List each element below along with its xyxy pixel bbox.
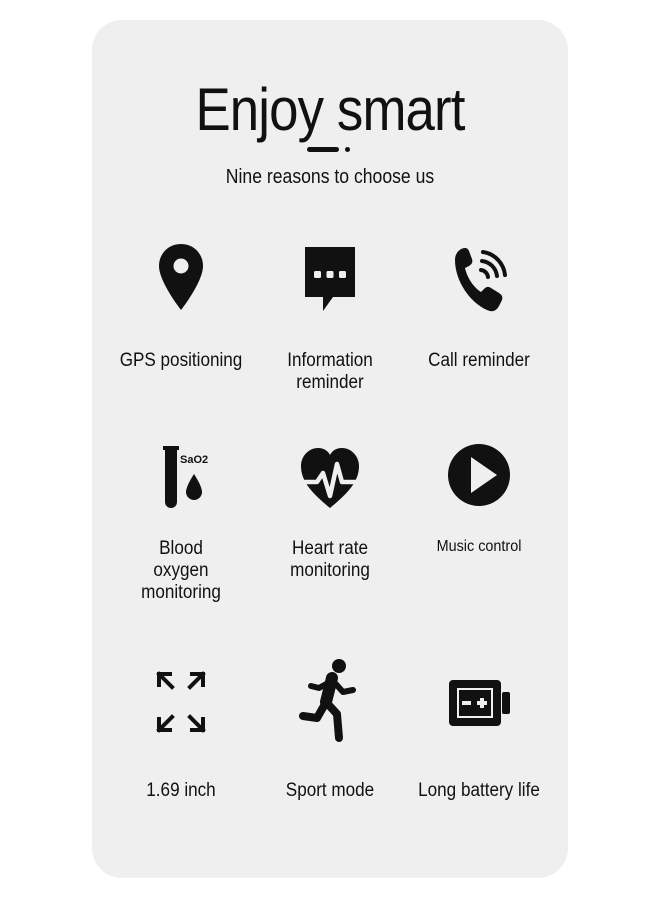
page-title: Enjoy smart (195, 76, 465, 143)
feature-label: Call reminder (428, 350, 530, 371)
sao2-icon-text: SaO2 (180, 454, 209, 466)
page-subtitle: Nine reasons to choose us (225, 166, 435, 188)
play-circle-icon (447, 432, 511, 518)
feature-label: Heart rate monitoring (290, 538, 370, 581)
running-person-icon (299, 658, 361, 748)
feature-label: GPS positioning (119, 350, 243, 371)
feature-label: Information reminder (287, 350, 373, 393)
feature-label: 1.69 inch (146, 780, 216, 801)
battery-icon (447, 678, 511, 728)
feature-label: Sport mode (285, 780, 375, 801)
test-tube-drop-icon (162, 444, 210, 512)
feature-label: Long battery life (418, 780, 540, 801)
expand-arrows-icon (155, 668, 207, 736)
phone-ringing-icon (451, 244, 507, 314)
feature-card (92, 20, 568, 878)
feature-label: Blood oxygen monitoring (141, 538, 221, 603)
message-bubble-icon (303, 245, 357, 313)
divider-dot (345, 147, 350, 152)
title-divider (307, 147, 353, 154)
map-pin-icon (157, 242, 205, 314)
divider-bar (307, 147, 339, 152)
heart-pulse-icon (299, 446, 361, 512)
feature-label: Music control (436, 538, 522, 555)
